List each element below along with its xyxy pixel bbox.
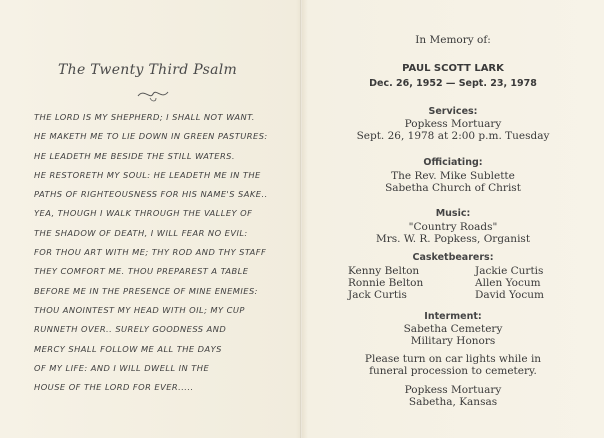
casketbearers-heading: Casketbearers: [412, 252, 494, 263]
casketbearers-list [342, 265, 564, 302]
officiating-heading: Officiating: [423, 157, 483, 168]
services-line: Sept. 26, 1978 at 2:00 p.m. Tuesday [356, 130, 550, 142]
psalm-line: YEA, THOUGH I WALK THROUGH THE VALLEY OF [34, 208, 253, 219]
psalm-line: THE SHADOW OF DEATH, I WILL FEAR NO EVIL: [34, 227, 248, 238]
services-heading: Services: [428, 106, 478, 117]
psalm-title: The Twenty Third Psalm [58, 62, 238, 78]
psalm-panel [0, 0, 300, 438]
procession-note: Please turn on car lights while in [364, 353, 542, 365]
psalm-line: MERCY SHALL FOLLOW ME ALL THE DAYS [34, 343, 222, 354]
psalm-line: THE LORD IS MY SHEPHERD; I SHALL NOT WANT. [34, 112, 255, 122]
footer-line: Popkess Mortuary [404, 384, 502, 396]
casketbearer-name: Allen Yocum [475, 277, 541, 290]
life-dates: Dec. 26, 1952 — Sept. 23, 1978 [369, 78, 537, 89]
psalm-line: PATHS OF RIGHTEOUSNESS FOR HIS NAME'S SAKE.. [34, 189, 268, 200]
music-heading: Music: [435, 208, 471, 219]
casketbearer-name: Ronnie Belton [348, 277, 424, 290]
casketbearer-name: Jackie Curtis [475, 265, 544, 277]
services-line: Popkess Mortuary [404, 118, 502, 130]
procession-note: funeral procession to cemetery. [369, 365, 537, 377]
psalm-line: HE RESTORETH MY SOUL: HE LEADETH ME IN THE [34, 169, 261, 180]
deceased-name: PAUL SCOTT LARK [402, 63, 504, 74]
interment-line: Military Honors [410, 335, 496, 347]
psalm-line: HE MAKETH ME TO LIE DOWN IN GREEN PASTURES: [34, 131, 268, 142]
casketbearer-name: Kenny Belton [348, 265, 420, 277]
officiating-line: The Rev. Mike Sublette [391, 170, 515, 182]
music-line: "Country Roads" [408, 221, 498, 233]
casketbearer-name: Jack Curtis [348, 289, 407, 302]
psalm-line: RUNNETH OVER.. SURELY GOODNESS AND [34, 324, 227, 335]
footer-line: Sabetha, Kansas [408, 396, 498, 408]
music-line: Mrs. W. R. Popkess, Organist [375, 233, 531, 245]
psalm-line: THOU ANOINTEST MY HEAD WITH OIL; MY CUP [34, 304, 245, 315]
psalm-line: BEFORE ME IN THE PRESENCE OF MINE ENEMIES: [34, 285, 258, 296]
officiating-line: Sabetha Church of Christ [385, 182, 521, 194]
psalm-line: OF MY LIFE: AND I WILL DWELL IN THE [34, 362, 210, 373]
psalm-text [34, 108, 294, 397]
interment-line: Sabetha Cemetery [403, 323, 503, 335]
flourish-ornament-icon [136, 84, 170, 104]
casketbearer-name: David Yocum [475, 289, 544, 302]
memorial-intro: In Memory of: [415, 34, 491, 46]
psalm-line: THEY COMFORT ME. THOU PREPAREST A TABLE [34, 266, 249, 277]
interment-heading: Interment: [424, 311, 482, 322]
psalm-line: FOR THOU ART WITH ME; THY ROD AND THY STAFF [34, 247, 267, 258]
psalm-line: HE LEADETH ME BESIDE THE STILL WATERS. [34, 150, 235, 161]
psalm-line: HOUSE OF THE LORD FOR EVER..... [34, 382, 194, 393]
memorial-panel [302, 0, 604, 438]
